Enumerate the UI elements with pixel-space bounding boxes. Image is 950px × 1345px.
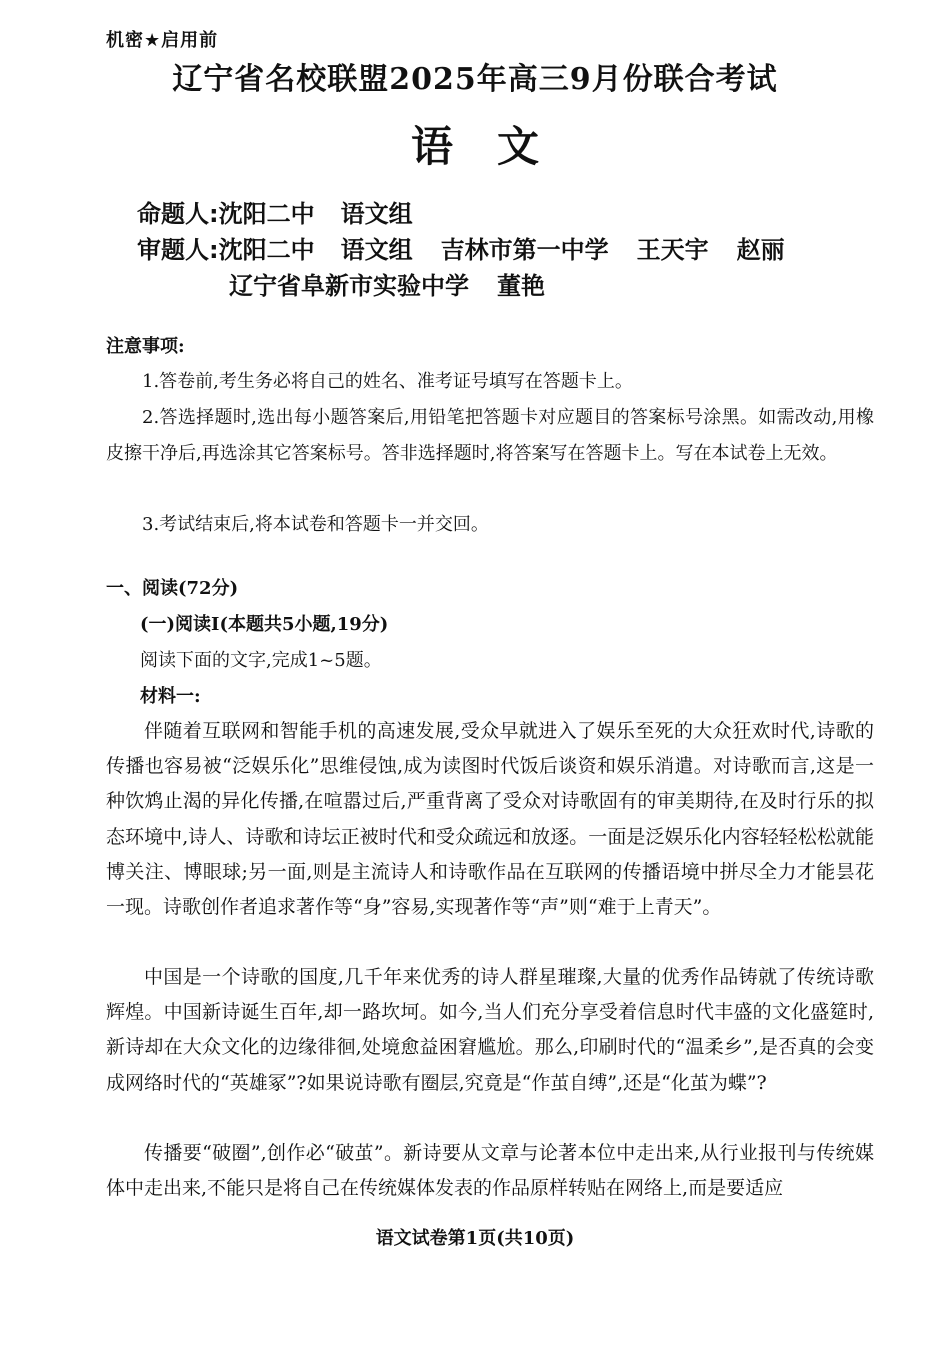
- proposer-label: 命题人:: [137, 200, 219, 228]
- material-label: 材料一:: [140, 686, 201, 707]
- subject-title: 语文: [410, 122, 583, 171]
- reviewer-name-2: 赵丽: [736, 236, 785, 264]
- proposer-school: 沈阳二中: [218, 200, 315, 228]
- proposer-group: 语文组: [340, 200, 413, 228]
- subsection-title: (一)阅读Ⅰ(本题共5小题,19分): [140, 614, 389, 635]
- notes-heading: 注意事项:: [106, 336, 185, 357]
- reviewer-name-1: 王天宇: [636, 236, 709, 264]
- reviewer-name-3: 董艳: [497, 272, 545, 300]
- passage-paragraph-3: 传播要“破圈”,创作必“破茧”。新诗要从文章与论著本位中走出来,从行业报刊与传统媒体中走出来,不能只是将自己在传统媒体发表的作品原样转贴在网络上,而是要适应: [106, 1142, 874, 1200]
- passage-paragraph-1: 伴随着互联网和智能手机的高速发展,受众早就进入了娱乐至死的大众狂欢时代,诗歌的传播也容易被“泛娱乐化”思维侵蚀,成为读图时代饭后谈资和娱乐消遣。对诗歌而言,这是一种饮鸩止渴的异化传播,在喧嚣过后,严重背离了受众对诗歌固有的审美期待,在及时行乐的拟态环境中,诗人、诗歌和诗坛正被时代和受众疏远和放逐。一面是泛娱乐化内容轻轻松松就能博关注、博眼球;另一面,则是主流诗人和诗歌作品在互联网的传播语境中拼尽全力才能昙花一现。诗歌创作者追求著作等“身”容易,实现著作等“声”则“难于上青天”。: [106, 720, 874, 919]
- exam-title: 辽宁省名校联盟2025年高三9月份联合考试: [172, 62, 778, 97]
- confidential-mark: 机密★启用前: [106, 30, 219, 51]
- note-item-2: 2.答选择题时,选出每小题答案后,用铅笔把答题卡对应题目的答案标号涂黑。如需改动,用橡皮擦干净后,再选涂其它答案标号。答非选择题时,将答案写在答题卡上。写在本试卷上无效。: [106, 407, 874, 464]
- reviewer-group-1: 语文组: [340, 236, 413, 264]
- section-title: 一、阅读(72分): [106, 578, 239, 599]
- reviewer-school-1: 沈阳二中: [218, 236, 315, 264]
- note-item-3: 3.考试结束后,将本试卷和答题卡一并交回。: [142, 514, 489, 535]
- passage-paragraph-2: 中国是一个诗歌的国度,几千年来优秀的诗人群星璀璨,大量的优秀作品铸就了传统诗歌辉煌。中国新诗诞生百年,却一路坎坷。如今,当人们充分享受着信息时代丰盛的文化盛筵时,新诗却在大众文化的边缘徘徊,处境愈益困窘尴尬。那么,印刷时代的“温柔乡”,是否真的会变成网络时代的“英雄冢”?如果说诗歌有圈层,究竟是“作茧自缚”,还是“化茧为蝶”?: [106, 966, 874, 1094]
- reviewer-line-2: [229, 266, 545, 301]
- reviewer-school-2: 吉林市第一中学: [440, 236, 609, 264]
- note-item-1: 1.答卷前,考生务必将自己的姓名、准考证号填写在答题卡上。: [142, 371, 633, 392]
- reviewer-label: 审题人:: [137, 236, 219, 264]
- reading-instruction: 阅读下面的文字,完成1~5题。: [140, 650, 382, 671]
- page-footer: 语文试卷第1页(共10页): [375, 1228, 575, 1249]
- reviewer-school-3: 辽宁省阜新市实验中学: [229, 272, 469, 300]
- proposer-line: [137, 194, 413, 229]
- reviewer-line: [137, 230, 785, 265]
